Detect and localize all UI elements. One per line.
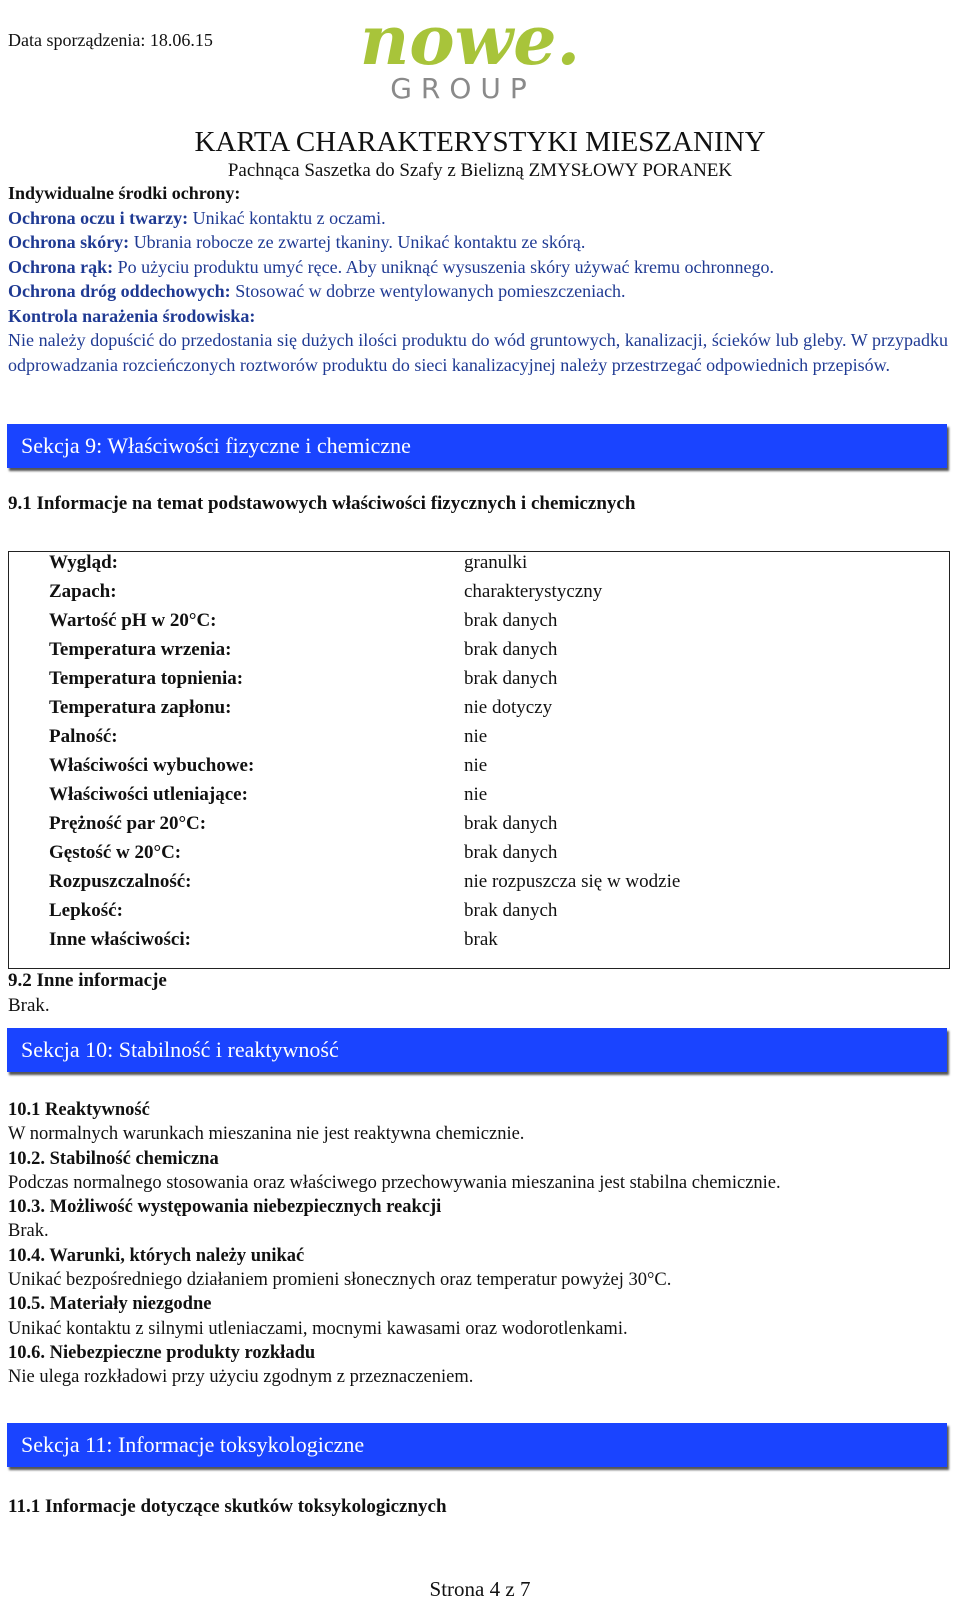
property-row bbox=[49, 842, 939, 871]
skin-protection-label: Ochrona skóry: bbox=[8, 232, 130, 252]
property-label: Wygląd: bbox=[49, 552, 118, 573]
document-subtitle: Pachnąca Saszetka do Szafy z Bielizną ZMYSŁOWY PORANEK bbox=[227, 160, 733, 181]
respiratory-protection-label: Ochrona dróg oddechowych: bbox=[8, 281, 231, 301]
property-value: nie bbox=[464, 755, 488, 776]
property-value: nie rozpuszcza się w wodzie bbox=[464, 871, 681, 892]
hand-protection-label: Ochrona rąk: bbox=[8, 256, 114, 277]
property-value: granulki bbox=[464, 552, 528, 573]
page-number: Strona 4 z 7 bbox=[429, 1577, 531, 1601]
property-label: Temperatura topnienia: bbox=[49, 668, 244, 689]
section-10-item-heading: 10.6. Niebezpieczne produkty rozkładu bbox=[8, 1342, 316, 1363]
document-title: KARTA CHARAKTERYSTYKI MIESZANINY bbox=[194, 126, 766, 158]
property-label: Temperatura wrzenia: bbox=[49, 639, 232, 660]
protection-heading: Indywidualne środki ochrony: bbox=[8, 183, 241, 203]
environment-control-text: Nie należy dopuścić do przedostania się dużych ilości produktu do wód gruntowych, kanalizacji, ścieków lub gleby. W przypadku odprowadzania rozcieńczonych roztworów produktu do sieci kanalizacyjnej należy przestrzegać odpowiednich przepisów. bbox=[8, 330, 948, 375]
section-10-body bbox=[8, 1098, 948, 1390]
property-row bbox=[49, 871, 939, 900]
section-9-header: Sekcja 9: Właściwości fizyczne i chemiczne bbox=[7, 424, 947, 468]
section-11-1-heading: 11.1 Informacje dotyczące skutków toksykologicznych bbox=[8, 1496, 447, 1517]
property-label: Rozpuszczalność: bbox=[49, 871, 192, 892]
section-10-item-heading: 10.2. Stabilność chemiczna bbox=[8, 1148, 219, 1169]
property-row bbox=[49, 581, 939, 610]
section-10-item-heading: 10.5. Materiały niezgodne bbox=[8, 1294, 212, 1315]
respiratory-protection bbox=[8, 279, 948, 304]
property-value: brak danych bbox=[464, 610, 558, 631]
nowe-group-logo-icon bbox=[345, 2, 595, 102]
property-row bbox=[49, 929, 939, 958]
section-10-item-text: Nie ulega rozkładowi przy użyciu zgodnym z przeznaczeniem. bbox=[8, 1367, 474, 1388]
section-10-item-text: Unikać bezpośredniego działaniem promieni słonecznych oraz temperatur powyżej 30°C. bbox=[8, 1270, 672, 1291]
section-10-item-heading: 10.4. Warunki, których należy unikać bbox=[8, 1245, 305, 1266]
property-row bbox=[49, 668, 939, 697]
section-10-header: Sekcja 10: Stabilność i reaktywność bbox=[7, 1028, 947, 1072]
logo-group: GROUP bbox=[390, 72, 536, 102]
section-11-header: Sekcja 11: Informacje toksykologiczne bbox=[7, 1423, 947, 1467]
property-value: nie bbox=[464, 784, 488, 805]
property-row bbox=[49, 610, 939, 639]
preparation-date: Data sporządzenia: 18.06.15 bbox=[8, 30, 213, 50]
property-label: Wartość pH w 20°C: bbox=[49, 610, 217, 631]
logo-word: nowe. bbox=[359, 2, 581, 81]
property-row bbox=[49, 900, 939, 929]
company-logo bbox=[345, 2, 595, 102]
property-label: Właściwości utleniające: bbox=[49, 784, 248, 805]
property-row bbox=[49, 784, 939, 813]
property-row bbox=[49, 552, 939, 581]
hand-protection-text: Po użyciu produktu umyć ręce. Aby uniknąć wysuszenia skóry używać kremu ochronnego. bbox=[113, 256, 774, 277]
property-value: brak danych bbox=[464, 639, 558, 660]
property-label: Gęstość w 20°C: bbox=[49, 842, 182, 863]
property-value: brak danych bbox=[464, 668, 558, 689]
property-label: Zapach: bbox=[49, 581, 117, 602]
property-value: nie dotyczy bbox=[464, 697, 553, 718]
property-row bbox=[49, 813, 939, 842]
section-10-item-text: Unikać kontaktu z silnymi utleniaczami, mocnymi kawasami oraz wodorotlenkami. bbox=[8, 1318, 628, 1339]
property-row bbox=[49, 755, 939, 784]
property-value: charakterystyczny bbox=[464, 581, 603, 602]
section-9-2-heading: 9.2 Inne informacje bbox=[8, 970, 167, 991]
property-label: Prężność par 20°C: bbox=[49, 813, 207, 834]
section-10-item-text: W normalnych warunkach mieszanina nie jest reaktywna chemicznie. bbox=[8, 1124, 525, 1145]
section-10-item-text: Brak. bbox=[8, 1221, 49, 1242]
section-10-item-text: Podczas normalnego stosowania oraz właściwego przechowywania mieszanina jest stabilna chemicznie. bbox=[8, 1172, 781, 1193]
eye-protection-text: Unikać kontaktu z oczami. bbox=[188, 207, 386, 228]
properties-table bbox=[8, 551, 950, 969]
section-10-item-heading: 10.1 Reaktywność bbox=[8, 1100, 150, 1120]
property-row bbox=[49, 726, 939, 755]
property-label: Inne właściwości: bbox=[49, 929, 191, 950]
property-value: brak danych bbox=[464, 813, 558, 834]
eye-protection bbox=[8, 206, 948, 231]
property-row bbox=[49, 697, 939, 726]
property-label: Temperatura zapłonu: bbox=[49, 697, 232, 718]
property-label: Palność: bbox=[49, 726, 118, 747]
property-value: brak danych bbox=[464, 842, 558, 863]
property-label: Lepkość: bbox=[49, 900, 123, 921]
protection-block bbox=[8, 181, 948, 377]
property-value: brak danych bbox=[464, 900, 558, 921]
section-9-1-heading: 9.1 Informacje na temat podstawowych właściwości fizycznych i chemicznych bbox=[8, 493, 636, 514]
property-row bbox=[49, 639, 939, 668]
respiratory-protection-text: Stosować w dobrze wentylowanych pomieszczeniach. bbox=[230, 281, 626, 301]
skin-protection bbox=[8, 230, 948, 255]
property-value: nie bbox=[464, 726, 488, 747]
property-value: brak bbox=[464, 929, 498, 950]
hand-protection bbox=[8, 255, 948, 280]
skin-protection-text: Ubrania robocze ze zwartej tkaniny. Unikać kontaktu ze skórą. bbox=[129, 232, 586, 252]
eye-protection-label: Ochrona oczu i twarzy: bbox=[8, 207, 189, 228]
section-10-item-heading: 10.3. Możliwość występowania niebezpiecznych reakcji bbox=[8, 1197, 442, 1218]
section-9-2-text: Brak. bbox=[8, 995, 50, 1016]
property-label: Właściwości wybuchowe: bbox=[49, 755, 255, 776]
environment-control-label: Kontrola narażenia środowiska: bbox=[8, 305, 256, 326]
